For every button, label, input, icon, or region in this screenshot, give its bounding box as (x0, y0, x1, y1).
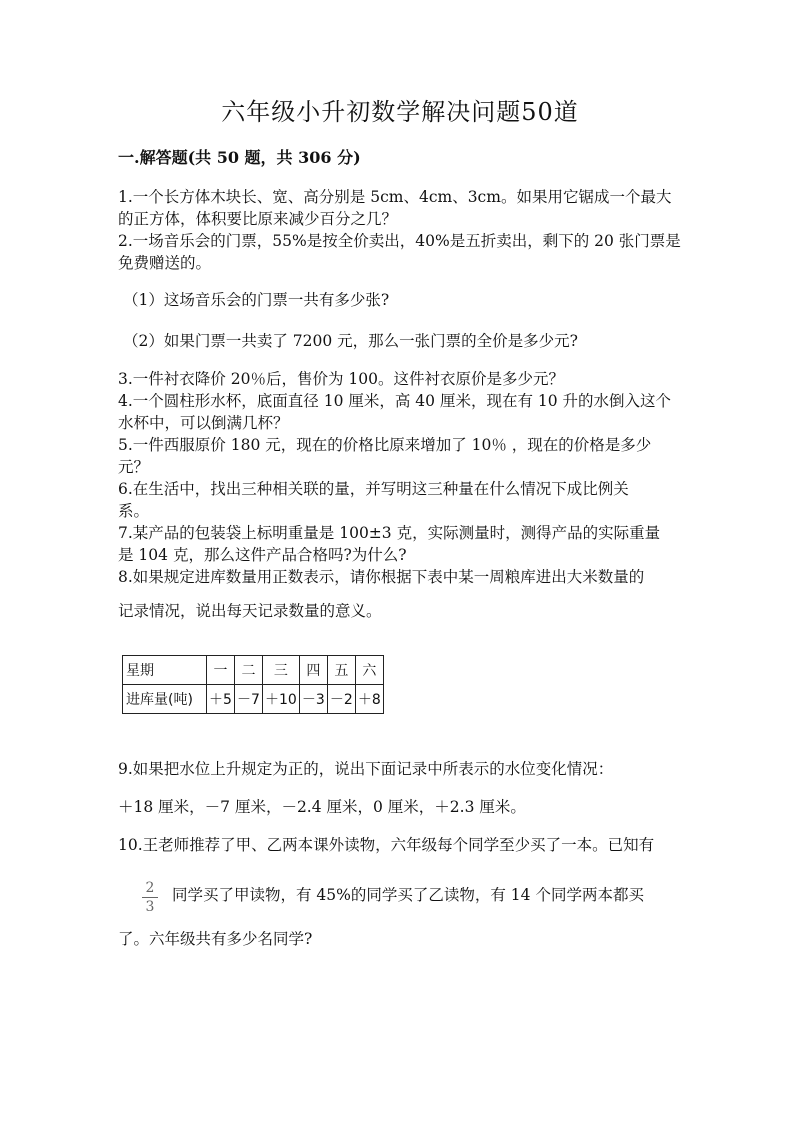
table-value: ＋5 (207, 685, 235, 714)
question-4-line-2: 水杯中，可以倒满几杯？ (118, 414, 289, 432)
question-9-line-1: 9.如果把水位上升规定为正的，说出下面记录中所表示的水位变化情况： (118, 760, 614, 778)
question-10-line-2: 同学买了甲读物，有 45%的同学买了乙读物，有 14 个同学两本都买 (172, 886, 644, 904)
question-8-line-2: 记录情况，说出每天记录数量的意义。 (118, 602, 382, 620)
question-5-line-1: 5.一件西服原价 180 元，现在的价格比原来增加了 10％ ，现在的价格是多少 (118, 436, 652, 454)
question-9-line-2: ＋18 厘米，－7 厘米，－2.4 厘米，0 厘米，＋2.3 厘米。 (118, 798, 526, 816)
grain-records-table (122, 655, 384, 714)
table-header-row (123, 656, 384, 685)
question-3: 3.一件衬衣降价 20％后，售价为 100。这件衬衣原价是多少元？ (118, 370, 564, 388)
fraction-denominator: 3 (145, 899, 155, 915)
table-value: －2 (327, 685, 355, 714)
table-row-label: 进库量(吨) (123, 685, 207, 714)
question-1-line-2: 的正方体，体积要比原来减少百分之几？ (118, 210, 398, 228)
question-2-part-2: （2）如果门票一共卖了 7200 元，那么一张门票的全价是多少元? (123, 332, 578, 350)
question-7-line-2: 是 104 克，那么这件产品合格吗?为什么? (118, 546, 407, 564)
section-heading: 一.解答题(共 50 题，共 306 分) (118, 148, 361, 167)
table-day: 五 (327, 656, 355, 685)
table-day: 六 (355, 656, 383, 685)
fraction-bar (142, 897, 158, 898)
question-8-line-1: 8.如果规定进库数量用正数表示，请你根据下表中某一周粮库进出大米数量的 (118, 568, 645, 586)
fraction-numerator: 2 (145, 880, 155, 896)
question-6-line-1: 6.在生活中，找出三种相关联的量，并写明这三种量在什么情况下成比例关 (118, 480, 629, 498)
two-thirds-fraction (140, 880, 160, 915)
question-1-line-1: 1.一个长方体木块长、宽、高分别是 5cm、4cm、3cm。如果用它锯成一个最大 (118, 188, 672, 206)
table-day: 一 (207, 656, 235, 685)
question-2-line-2: 免费赠送的。 (118, 254, 212, 272)
table-value: －7 (235, 685, 263, 714)
question-4-line-1: 4.一个圆柱形水杯，底面直径 10 厘米，高 40 厘米，现在有 10 升的水倒入这个 (118, 392, 672, 410)
table-header-label: 星期 (123, 656, 207, 685)
question-7-line-1: 7.某产品的包装袋上标明重量是 100±3 克，实际测量时，测得产品的实际重量 (118, 524, 661, 542)
question-5-line-2: 元？ (118, 458, 150, 476)
question-2-part-1: （1）这场音乐会的门票一共有多少张? (123, 291, 390, 309)
page-title: 六年级小升初数学解决问题50道 (221, 98, 579, 126)
table-day: 二 (235, 656, 263, 685)
table-value-row (123, 685, 384, 714)
question-2-line-1: 2.一场音乐会的门票，55%是按全价卖出，40%是五折卖出，剩下的 20 张门票是 (118, 232, 681, 250)
table-value: －3 (299, 685, 327, 714)
table-day: 三 (263, 656, 300, 685)
question-6-line-2: 系。 (118, 502, 150, 520)
question-10-line-3: 了。六年级共有多少名同学? (118, 930, 313, 948)
table-value: ＋10 (263, 685, 300, 714)
table-day: 四 (299, 656, 327, 685)
question-10-line-1: 10.王老师推荐了甲、乙两本课外读物，六年级每个同学至少买了一本。已知有 (118, 836, 655, 854)
table-value: ＋8 (355, 685, 383, 714)
